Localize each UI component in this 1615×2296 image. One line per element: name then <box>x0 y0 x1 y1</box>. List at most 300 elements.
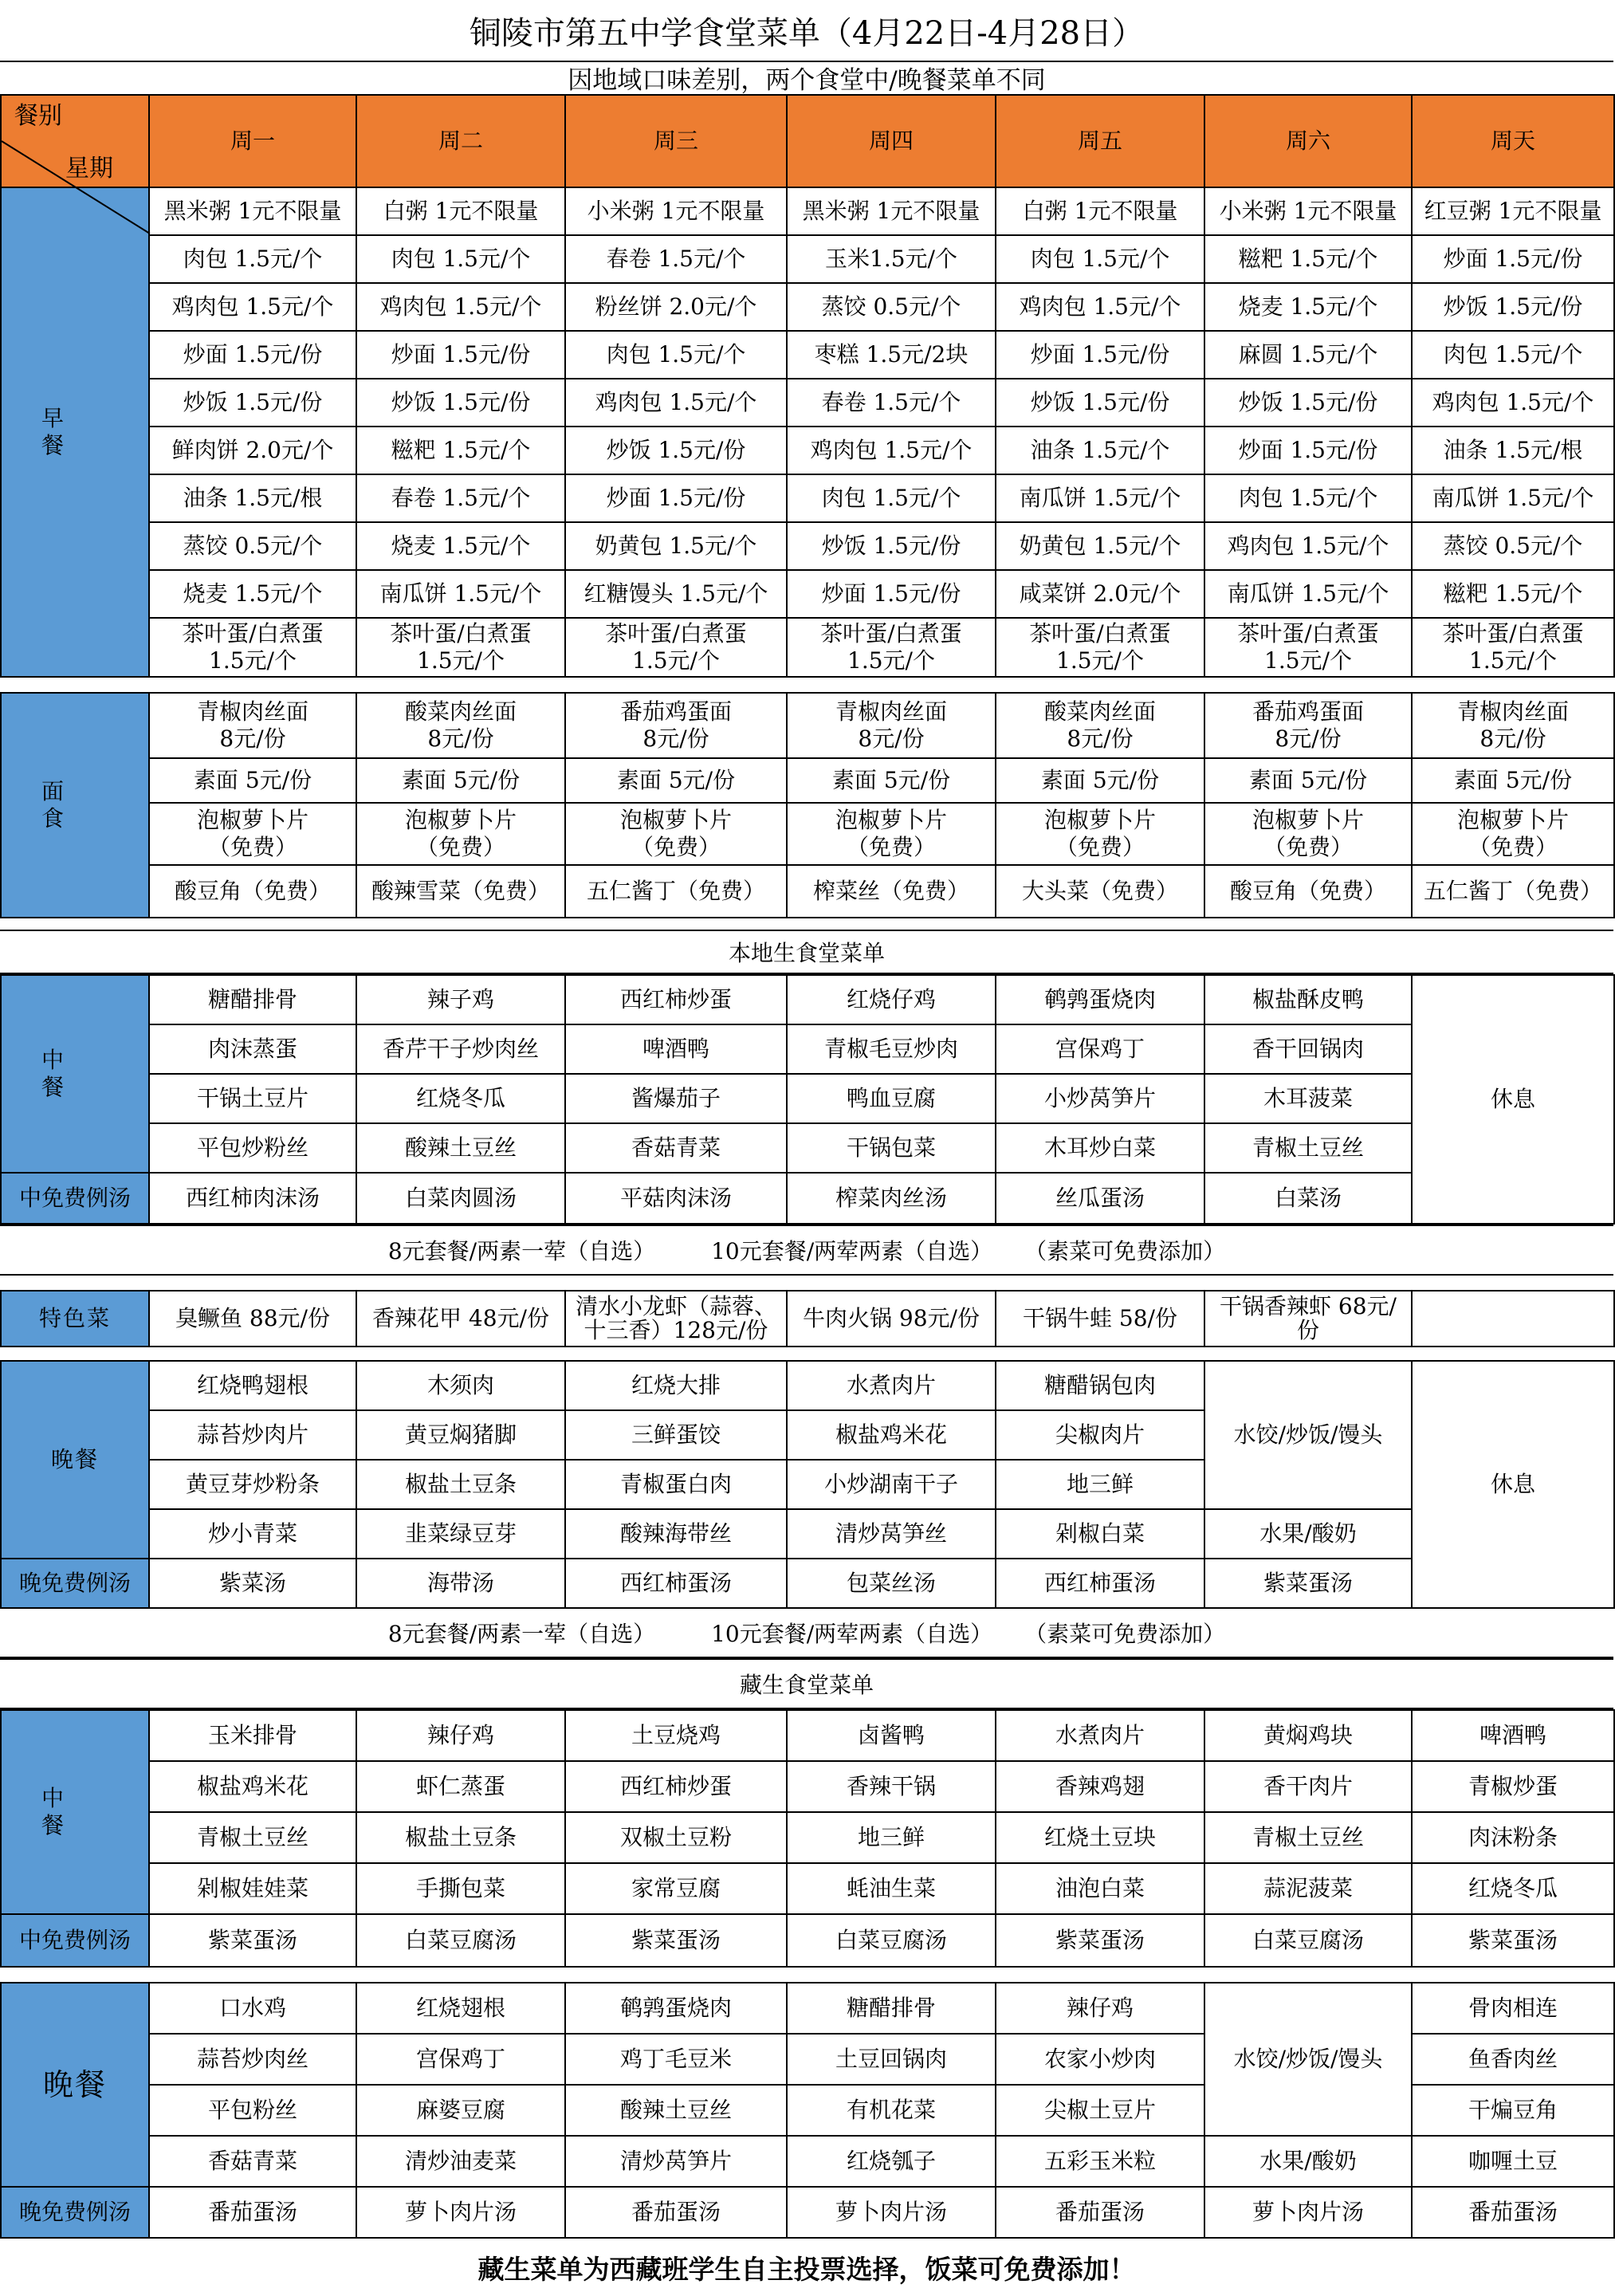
lunch-soup-label: 中免费例汤 <box>1 1914 149 1967</box>
dinner-soup: 萝卜肉片汤 <box>1204 2187 1412 2238</box>
lunch-dish: 肉沫蒸蛋 <box>149 1024 356 1074</box>
breakfast-item: 油条 1.5元/根 <box>1412 427 1614 474</box>
breakfast-item: 南瓜饼 1.5元/个 <box>356 570 565 618</box>
pickle-item <box>356 803 565 865</box>
lunch-dish: 蚝油生菜 <box>787 1863 996 1914</box>
dinner-dish: 酸辣土豆丝 <box>565 2085 787 2136</box>
tibet-footer-note: 藏生菜单为西藏班学生自主投票选择，饭菜可免费添加！ <box>0 2237 1613 2296</box>
dinner-label: 晚餐 <box>1 1361 149 1559</box>
lunch-dish: 红烧冬瓜 <box>1412 1863 1614 1914</box>
breakfast-item: 炒面 1.5元/份 <box>1204 427 1412 474</box>
table-row <box>1 474 1614 522</box>
cell-line-1: 茶叶蛋/白煮蛋 <box>605 620 747 647</box>
cell-line-1: 茶叶蛋/白煮蛋 <box>182 620 324 647</box>
lunch-dish: 西红柿炒蛋 <box>565 1761 787 1812</box>
breakfast-item: 炒饭 1.5元/份 <box>1412 283 1614 331</box>
breakfast-item: 春卷 1.5元/个 <box>787 379 996 427</box>
breakfast-item: 糍粑 1.5元/个 <box>356 427 565 474</box>
breakfast-item: 小米粥 1元不限量 <box>1204 187 1412 235</box>
breakfast-item: 玉米1.5元/个 <box>787 235 996 283</box>
breakfast-item: 粉丝饼 2.0元/个 <box>565 283 787 331</box>
combo-note-8yuan: 8元套餐/两素一荤（自选） <box>387 1621 656 1647</box>
cell-line-1: 酸菜肉丝面 <box>404 698 517 725</box>
breakfast-item: 肉包 1.5元/个 <box>787 474 996 522</box>
dinner-dish: 蒜苔炒肉丝 <box>149 2034 356 2085</box>
cell-line-2: （免费） <box>1468 834 1558 860</box>
table-row <box>1 1559 1614 1608</box>
noodle-item <box>1412 693 1614 758</box>
cell-line-1: 酸菜肉丝面 <box>1043 698 1156 725</box>
cell-line-1: 泡椒萝卜片 <box>1456 807 1569 833</box>
dinner-dish: 黄豆芽炒粉条 <box>149 1460 356 1509</box>
lunch-dish: 木耳菠菜 <box>1204 1074 1412 1123</box>
table-row <box>1 803 1614 865</box>
table-row <box>1 1173 1614 1224</box>
lunch-dish: 青椒土豆丝 <box>1204 1812 1412 1863</box>
cell-line-1: 泡椒萝卜片 <box>1252 807 1364 833</box>
cell-line-2: 1.5元/个 <box>1264 647 1352 674</box>
lunch-soup: 平菇肉沫汤 <box>565 1173 787 1224</box>
noodle-item: 素面 5元/份 <box>787 758 996 803</box>
breakfast-item: 麻圆 1.5元/个 <box>1204 331 1412 379</box>
lunch-dish: 酱爆茄子 <box>565 1074 787 1123</box>
breakfast-item: 鸡肉包 1.5元/个 <box>996 283 1204 331</box>
noodle-item <box>565 693 787 758</box>
dinner-dish: 炒小青菜 <box>149 1509 356 1559</box>
tibet-canteen-heading: 藏生食堂菜单 <box>0 1658 1613 1709</box>
lunch-dish: 卤酱鸭 <box>787 1710 996 1761</box>
breakfast-item: 南瓜饼 1.5元/个 <box>996 474 1204 522</box>
breakfast-egg-item <box>1204 618 1412 677</box>
breakfast-item: 鸡肉包 1.5元/个 <box>149 283 356 331</box>
table-row <box>1 1024 1614 1074</box>
lunch-dish: 土豆烧鸡 <box>565 1710 787 1761</box>
cell-line-1: 泡椒萝卜片 <box>196 807 308 833</box>
lunch-dish: 香干肉片 <box>1204 1761 1412 1812</box>
breakfast-item: 奶黄包 1.5元/个 <box>565 522 787 570</box>
lunch-label: 中 餐 <box>1 975 149 1173</box>
lunch-soup: 白菜豆腐汤 <box>787 1914 996 1967</box>
noodle-item <box>787 693 996 758</box>
dinner-dish: 尖椒土豆片 <box>996 2085 1204 2136</box>
lunch-dish: 青椒土豆丝 <box>149 1812 356 1863</box>
dinner-label: 晚餐 <box>1 1983 149 2187</box>
saturday-staple: 水饺/炒饭/馒头 <box>1204 1983 1412 2136</box>
cell-line-2: 1.5元/个 <box>209 647 297 674</box>
noodle-item: 素面 5元/份 <box>1412 758 1614 803</box>
breakfast-item: 肉包 1.5元/个 <box>565 331 787 379</box>
combo-note <box>0 1225 1613 1276</box>
lunch-dish: 红烧冬瓜 <box>356 1074 565 1123</box>
table-row <box>1 1983 1614 2034</box>
pickle-item <box>1204 803 1412 865</box>
lunch-dish: 家常豆腐 <box>565 1863 787 1914</box>
table-row <box>1 1710 1614 1761</box>
cell-line-2: 1.5元/个 <box>632 647 720 674</box>
dinner-dish: 椒盐鸡米花 <box>787 1410 996 1460</box>
breakfast-item: 炒饭 1.5元/份 <box>149 379 356 427</box>
breakfast-item: 炒饭 1.5元/份 <box>565 427 787 474</box>
day-header: 周二 <box>356 95 565 187</box>
breakfast-item: 炒饭 1.5元/份 <box>1204 379 1412 427</box>
breakfast-item: 鸡肉包 1.5元/个 <box>787 427 996 474</box>
dinner-dish: 木须肉 <box>356 1361 565 1410</box>
breakfast-item: 春卷 1.5元/个 <box>356 474 565 522</box>
dinner-soup: 番茄蛋汤 <box>1412 2187 1614 2238</box>
special-dish: 臭鳜鱼 88元/份 <box>149 1291 356 1347</box>
lunch-dish: 水煮肉片 <box>996 1710 1204 1761</box>
cell-line-1: 青椒肉丝面 <box>1456 698 1569 725</box>
sunday-rest: 休息 <box>1412 975 1614 1224</box>
dinner-soup: 番茄蛋汤 <box>996 2187 1204 2238</box>
dinner-dish: 蒜苔炒肉片 <box>149 1410 356 1460</box>
dinner-dish: 小炒湖南干子 <box>787 1460 996 1509</box>
breakfast-egg-item <box>565 618 787 677</box>
combo-note-free-veg: （素菜可免费添加） <box>1024 1238 1226 1264</box>
lunch-soup: 紫菜蛋汤 <box>565 1914 787 1967</box>
dinner-dish: 酸辣海带丝 <box>565 1509 787 1559</box>
breakfast-item: 炒面 1.5元/份 <box>565 474 787 522</box>
breakfast-egg-item <box>996 618 1204 677</box>
breakfast-item: 蒸饺 0.5元/个 <box>149 522 356 570</box>
lunch-dish: 蒜泥菠菜 <box>1204 1863 1412 1914</box>
cell-line-1: 泡椒萝卜片 <box>1043 807 1156 833</box>
noodle-item <box>149 693 356 758</box>
cell-line-2: 1.5元/个 <box>1056 647 1144 674</box>
cell-line-1: 茶叶蛋/白煮蛋 <box>820 620 962 647</box>
breakfast-item: 炒面 1.5元/份 <box>787 570 996 618</box>
dinner-dish: 黄豆焖猪脚 <box>356 1410 565 1460</box>
special-dish: 清水小龙虾（蒜蓉、十三香）128元/份 <box>565 1291 787 1347</box>
combo-note-8yuan: 8元套餐/两素一荤（自选） <box>387 1238 656 1264</box>
lunch-dish: 鸭血豆腐 <box>787 1074 996 1123</box>
lunch-dish: 剁椒娃娃菜 <box>149 1863 356 1914</box>
pickle-item <box>787 803 996 865</box>
table-row <box>1 975 1614 1024</box>
noodle-item: 素面 5元/份 <box>996 758 1204 803</box>
dinner-dish: 红烧翅根 <box>356 1983 565 2034</box>
page-title: 铜陵市第五中学食堂菜单（4月22日-4月28日） <box>0 0 1613 62</box>
dinner-dish: 骨肉相连 <box>1412 1983 1614 2034</box>
dinner-dish: 地三鲜 <box>996 1460 1204 1509</box>
breakfast-item: 蒸饺 0.5元/个 <box>787 283 996 331</box>
dinner-dish: 香菇青菜 <box>149 2136 356 2187</box>
table-row <box>1 187 1614 235</box>
breakfast-item: 鸡肉包 1.5元/个 <box>356 283 565 331</box>
tibet-dinner-table <box>0 1982 1615 2239</box>
saturday-fruit: 水果/酸奶 <box>1204 1509 1412 1559</box>
cell-line-1: 泡椒萝卜片 <box>404 807 517 833</box>
cell-line-1: 泡椒萝卜片 <box>619 807 732 833</box>
dinner-dish: 土豆回锅肉 <box>787 2034 996 2085</box>
cell-line-2: 8元/份 <box>1275 725 1342 752</box>
lunch-dish: 干锅土豆片 <box>149 1074 356 1123</box>
dinner-soup: 海带汤 <box>356 1559 565 1608</box>
noodle-item <box>356 693 565 758</box>
breakfast-item: 炒面 1.5元/份 <box>149 331 356 379</box>
cell-line-1: 茶叶蛋/白煮蛋 <box>1442 620 1584 647</box>
dinner-soup: 紫菜汤 <box>149 1559 356 1608</box>
lunch-soup: 西红柿肉沫汤 <box>149 1173 356 1224</box>
breakfast-egg-item <box>149 618 356 677</box>
lunch-soup: 白菜汤 <box>1204 1173 1412 1224</box>
dinner-dish: 有机花菜 <box>787 2085 996 2136</box>
cell-line-1: 泡椒萝卜片 <box>835 807 947 833</box>
pickle-item: 酸豆角（免费） <box>149 865 356 918</box>
cell-line-2: 8元/份 <box>219 725 286 752</box>
table-row <box>1 1761 1614 1812</box>
page-subtitle: 因地域口味差别，两个食堂中/晚餐菜单不同 <box>568 65 1046 95</box>
table-row <box>1 1509 1614 1559</box>
lunch-dish: 鹌鹑蛋烧肉 <box>996 975 1204 1024</box>
table-row <box>1 427 1614 474</box>
combo-note-10yuan: 10元套餐/两荤两素（自选） <box>711 1621 993 1647</box>
lunch-soup: 紫菜蛋汤 <box>1412 1914 1614 1967</box>
breakfast-item: 咸菜饼 2.0元/个 <box>996 570 1204 618</box>
cell-line-1: 茶叶蛋/白煮蛋 <box>390 620 532 647</box>
lunch-dish: 肉沫粉条 <box>1412 1812 1614 1863</box>
lunch-dish: 宫保鸡丁 <box>996 1024 1204 1074</box>
lunch-dish: 青椒毛豆炒肉 <box>787 1024 996 1074</box>
special-dish-table <box>0 1290 1615 1347</box>
corner-week-label: 星期 <box>65 155 113 183</box>
dinner-soup-label: 晚免费例汤 <box>1 1559 149 1608</box>
special-dish: 牛肉火锅 98元/份 <box>787 1291 996 1347</box>
breakfast-egg-item <box>356 618 565 677</box>
breakfast-item: 白粥 1元不限量 <box>996 187 1204 235</box>
dinner-dish: 农家小炒肉 <box>996 2034 1204 2085</box>
cell-line-2: （免费） <box>1263 834 1353 860</box>
special-dish: 香辣花甲 48元/份 <box>356 1291 565 1347</box>
dinner-soup: 萝卜肉片汤 <box>356 2187 565 2238</box>
dinner-soup-label: 晚免费例汤 <box>1 2187 149 2238</box>
cell-line-2: 1.5元/个 <box>1469 647 1557 674</box>
lunch-dish: 红烧土豆块 <box>996 1812 1204 1863</box>
breakfast-item: 肉包 1.5元/个 <box>356 235 565 283</box>
lunch-dish: 辣仔鸡 <box>356 1710 565 1761</box>
table-row <box>1 1123 1614 1173</box>
cell-line-2: 8元/份 <box>642 725 709 752</box>
dinner-dish: 尖椒肉片 <box>996 1410 1204 1460</box>
breakfast-item: 红豆粥 1元不限量 <box>1412 187 1614 235</box>
pickle-item <box>149 803 356 865</box>
lunch-dish: 椒盐鸡米花 <box>149 1761 356 1812</box>
day-header: 周六 <box>1204 95 1412 187</box>
dinner-dish: 糖醋排骨 <box>787 1983 996 2034</box>
dinner-dish: 鹌鹑蛋烧肉 <box>565 1983 787 2034</box>
cell-line-1: 番茄鸡蛋面 <box>619 698 732 725</box>
special-label: 特色菜 <box>1 1291 149 1347</box>
lunch-dish: 香辣干锅 <box>787 1761 996 1812</box>
noodle-item: 素面 5元/份 <box>356 758 565 803</box>
breakfast-item: 油条 1.5元/根 <box>149 474 356 522</box>
dinner-dish: 平包粉丝 <box>149 2085 356 2136</box>
breakfast-item: 枣糕 1.5元/2块 <box>787 331 996 379</box>
dinner-dish: 五彩玉米粒 <box>996 2136 1204 2187</box>
cell-line-1: 青椒肉丝面 <box>835 698 947 725</box>
dinner-dish: 清炒油麦菜 <box>356 2136 565 2187</box>
day-header: 周五 <box>996 95 1204 187</box>
table-row <box>1 677 1614 693</box>
table-row <box>1 1812 1614 1863</box>
dinner-soup: 番茄蛋汤 <box>149 2187 356 2238</box>
dinner-dish: 三鲜蛋饺 <box>565 1410 787 1460</box>
dinner-dish: 口水鸡 <box>149 1983 356 2034</box>
lunch-dish: 辣子鸡 <box>356 975 565 1024</box>
section-spacer <box>1 677 1614 693</box>
table-row <box>1 522 1614 570</box>
day-header: 周天 <box>1412 95 1614 187</box>
cell-line-1: 番茄鸡蛋面 <box>1252 698 1364 725</box>
breakfast-item: 糍粑 1.5元/个 <box>1204 235 1412 283</box>
dinner-dish: 红烧大排 <box>565 1361 787 1410</box>
breakfast-item: 春卷 1.5元/个 <box>565 235 787 283</box>
special-dish: 干锅香辣虾 68元/份 <box>1204 1291 1412 1347</box>
lunch-label: 中 餐 <box>1 1710 149 1914</box>
lunch-dish: 小炒莴笋片 <box>996 1074 1204 1123</box>
breakfast-item: 南瓜饼 1.5元/个 <box>1412 474 1614 522</box>
breakfast-item: 鲜肉饼 2.0元/个 <box>149 427 356 474</box>
cell-line-2: （免费） <box>1055 834 1145 860</box>
table-row <box>1 693 1614 758</box>
noodle-label: 面 食 <box>1 693 149 918</box>
dinner-dish: 干煸豆角 <box>1412 2085 1614 2136</box>
dinner-dish: 韭菜绿豆芽 <box>356 1509 565 1559</box>
pickle-item: 酸辣雪菜（免费） <box>356 865 565 918</box>
pickle-item <box>1412 803 1614 865</box>
breakfast-item: 蒸饺 0.5元/个 <box>1412 522 1614 570</box>
pickle-item: 酸豆角（免费） <box>1204 865 1412 918</box>
pickle-item: 五仁酱丁（免费） <box>565 865 787 918</box>
breakfast-noodle-table <box>0 94 1615 918</box>
tibet-lunch-table <box>0 1709 1615 1968</box>
breakfast-item: 油条 1.5元/个 <box>996 427 1204 474</box>
table-row <box>1 283 1614 331</box>
breakfast-egg-item <box>1412 618 1614 677</box>
dinner-dish: 剁椒白菜 <box>996 1509 1204 1559</box>
table-row <box>1 865 1614 918</box>
lunch-dish: 黄焖鸡块 <box>1204 1710 1412 1761</box>
lunch-dish: 香干回锅肉 <box>1204 1024 1412 1074</box>
lunch-dish: 酸辣土豆丝 <box>356 1123 565 1173</box>
day-header: 周四 <box>787 95 996 187</box>
lunch-dish: 糖醋排骨 <box>149 975 356 1024</box>
breakfast-item: 烧麦 1.5元/个 <box>356 522 565 570</box>
cell-line-2: 1.5元/个 <box>417 647 505 674</box>
breakfast-item: 烧麦 1.5元/个 <box>149 570 356 618</box>
dinner-dish: 宫保鸡丁 <box>356 2034 565 2085</box>
day-header: 周三 <box>565 95 787 187</box>
breakfast-item: 鸡肉包 1.5元/个 <box>1412 379 1614 427</box>
cell-line-2: （免费） <box>631 834 721 860</box>
breakfast-item: 鸡肉包 1.5元/个 <box>1204 522 1412 570</box>
lunch-dish: 西红柿炒蛋 <box>565 975 787 1024</box>
lunch-soup: 白菜豆腐汤 <box>356 1914 565 1967</box>
lunch-dish: 油泡白菜 <box>996 1863 1204 1914</box>
table-row <box>1 1074 1614 1123</box>
lunch-dish: 香辣鸡翅 <box>996 1761 1204 1812</box>
breakfast-item: 红糖馒头 1.5元/个 <box>565 570 787 618</box>
table-row <box>1 1291 1614 1347</box>
combo-note-free-veg: （素菜可免费添加） <box>1024 1621 1226 1647</box>
local-canteen-heading: 本地生食堂菜单 <box>0 930 1613 974</box>
dinner-dish: 红烧鸭翅根 <box>149 1361 356 1410</box>
lunch-dish: 啤酒鸭 <box>565 1024 787 1074</box>
table-row <box>1 758 1614 803</box>
breakfast-item: 鸡肉包 1.5元/个 <box>565 379 787 427</box>
cell-line-2: 1.5元/个 <box>847 647 935 674</box>
lunch-dish: 红烧仔鸡 <box>787 975 996 1024</box>
combo-note-2 <box>0 1607 1613 1658</box>
dinner-dish: 麻婆豆腐 <box>356 2085 565 2136</box>
dinner-dish: 清炒莴笋丝 <box>787 1509 996 1559</box>
local-dinner-table <box>0 1360 1615 1609</box>
table-row <box>1 1863 1614 1914</box>
pickle-item: 榨菜丝（免费） <box>787 865 996 918</box>
dinner-dish: 红烧瓠子 <box>787 2136 996 2187</box>
noodle-item: 素面 5元/份 <box>149 758 356 803</box>
lunch-dish: 椒盐酥皮鸭 <box>1204 975 1412 1024</box>
lunch-dish: 双椒土豆粉 <box>565 1812 787 1863</box>
dinner-soup: 萝卜肉片汤 <box>787 2187 996 2238</box>
corner-header <box>1 95 149 187</box>
lunch-dish: 干锅包菜 <box>787 1123 996 1173</box>
cell-line-2: （免费） <box>846 834 936 860</box>
pickle-item: 大头菜（免费） <box>996 865 1204 918</box>
dinner-soup: 西红柿蛋汤 <box>996 1559 1204 1608</box>
dinner-dish: 水煮肉片 <box>787 1361 996 1410</box>
lunch-dish: 啤酒鸭 <box>1412 1710 1614 1761</box>
table-row <box>1 570 1614 618</box>
saturday-fruit: 水果/酸奶 <box>1204 2136 1412 2187</box>
table-row <box>1 331 1614 379</box>
saturday-staple: 水饺/炒饭/馒头 <box>1204 1361 1412 1509</box>
special-dish: 干锅牛蛙 58/份 <box>996 1291 1204 1347</box>
breakfast-item: 炒饭 1.5元/份 <box>787 522 996 570</box>
dinner-dish: 辣仔鸡 <box>996 1983 1204 2034</box>
lunch-dish: 地三鲜 <box>787 1812 996 1863</box>
breakfast-item: 黑米粥 1元不限量 <box>787 187 996 235</box>
day-header: 周一 <box>149 95 356 187</box>
special-dish <box>1412 1291 1614 1347</box>
lunch-dish: 平包炒粉丝 <box>149 1123 356 1173</box>
cell-line-2: 8元/份 <box>427 725 494 752</box>
lunch-soup: 丝瓜蛋汤 <box>996 1173 1204 1224</box>
breakfast-item: 炒饭 1.5元/份 <box>356 379 565 427</box>
lunch-dish: 青椒土豆丝 <box>1204 1123 1412 1173</box>
cell-line-2: 8元/份 <box>858 725 925 752</box>
pickle-item: 五仁酱丁（免费） <box>1412 865 1614 918</box>
breakfast-egg-item <box>787 618 996 677</box>
breakfast-item: 炒面 1.5元/份 <box>1412 235 1614 283</box>
dinner-dish: 椒盐土豆条 <box>356 1460 565 1509</box>
noodle-item <box>1204 693 1412 758</box>
noodle-item: 素面 5元/份 <box>1204 758 1412 803</box>
dinner-dish: 咖喱土豆 <box>1412 2136 1614 2187</box>
cell-line-2: （免费） <box>207 834 297 860</box>
breakfast-item: 黑米粥 1元不限量 <box>149 187 356 235</box>
lunch-dish: 椒盐土豆条 <box>356 1812 565 1863</box>
breakfast-item: 肉包 1.5元/个 <box>149 235 356 283</box>
breakfast-item: 炒面 1.5元/份 <box>996 331 1204 379</box>
dinner-soup: 西红柿蛋汤 <box>565 1559 787 1608</box>
cell-line-1: 茶叶蛋/白煮蛋 <box>1237 620 1379 647</box>
lunch-dish: 木耳炒白菜 <box>996 1123 1204 1173</box>
breakfast-item: 肉包 1.5元/个 <box>1204 474 1412 522</box>
breakfast-label: 早 餐 <box>1 187 149 677</box>
breakfast-item: 南瓜饼 1.5元/个 <box>1204 570 1412 618</box>
dinner-dish: 青椒蛋白肉 <box>565 1460 787 1509</box>
